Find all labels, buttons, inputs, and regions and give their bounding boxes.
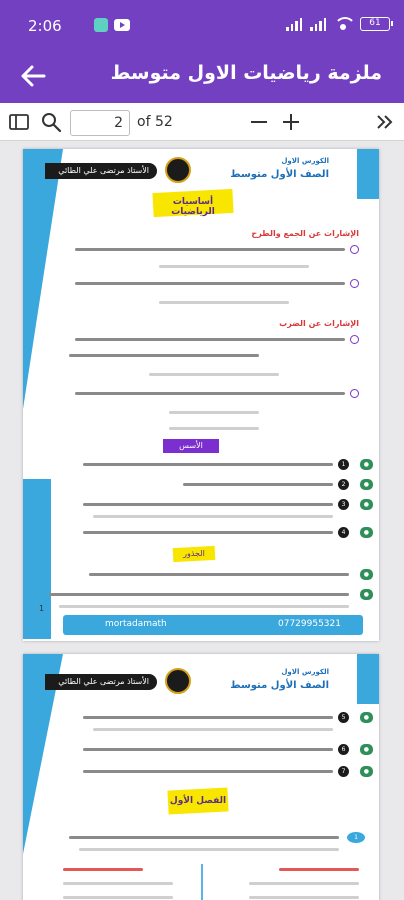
zoom-out-icon[interactable] [248,111,270,133]
decor-band [23,149,63,409]
item-number: 1 [338,459,349,470]
page-number-input[interactable] [70,110,130,136]
grade-label: الصف الأول متوسط [230,680,329,691]
subheading-multiply: الإشارات عن الضرب [279,319,359,328]
example-line [159,265,309,268]
status-bar [0,0,404,50]
zoom-in-icon[interactable] [280,111,302,133]
text-line [183,483,333,486]
battery-icon [360,17,390,31]
note-label: ● [360,527,373,538]
column-divider [201,864,203,900]
pdf-toolbar [0,103,404,141]
text-line [63,882,173,885]
text-line [63,868,143,871]
text-line [83,531,333,534]
section-title: أساسيات الرياضيات [171,197,215,217]
text-line [49,593,349,596]
section-tag-roots: الجذور [183,549,205,558]
text-line [83,463,333,466]
text-line [79,848,339,851]
item-number: 7 [338,766,349,777]
example-line [149,373,279,376]
grade-label: الصف الأول متوسط [230,169,329,180]
wifi-icon [334,17,352,31]
battery-level: 61 [369,18,381,28]
note-label: ● [360,499,373,510]
bullet-icon [350,245,359,254]
note-label: ● [360,459,373,470]
item-number: 5 [338,712,349,723]
pdf-viewer[interactable] [0,141,404,900]
note-label: ● [360,712,373,723]
page-number: 1 [39,604,45,613]
author-banner: الأستاذ مرتضى علي الطائي [45,674,157,690]
text-line [59,605,349,608]
double-chevron-right-icon[interactable] [374,111,396,133]
note-label: ● [360,589,373,600]
app-bar [0,50,404,103]
item-number: 2 [338,479,349,490]
bullet-icon [350,389,359,398]
author-logo [165,668,191,694]
example-line [169,411,259,414]
text-line [83,716,333,719]
page-footer [63,615,363,635]
decor-band [23,479,51,639]
back-arrow-icon[interactable] [18,61,48,91]
document-title: ملزمة رياضيات الاول متوسط [110,62,382,84]
note-label: ● [360,479,373,490]
sidebar-toggle-icon[interactable] [8,111,30,133]
bullet-icon [350,335,359,344]
example-line [159,301,289,304]
author-logo [165,157,191,183]
item-number: 6 [338,744,349,755]
footer-handle: mortadamath [105,619,167,629]
system-icons [286,17,390,31]
text-line [83,770,333,773]
note-label: ● [360,744,373,755]
status-time: 2:06 [28,17,62,35]
text-line [63,896,173,899]
text-line [89,573,349,576]
search-icon[interactable] [40,111,62,133]
pdf-page-2 [23,654,379,900]
lesson-number: 1 [347,832,365,843]
bullet-icon [350,279,359,288]
signal-icon [286,17,302,31]
course-label: الكورس الاول [281,157,329,165]
text-line [69,836,339,839]
text-line [75,282,345,285]
text-line [83,503,333,506]
text-line [75,248,345,251]
text-line [93,515,333,518]
chapter-tag: الفصل الأول [169,796,227,806]
section-tag-powers: الأسس [163,439,219,453]
note-label: ● [360,569,373,580]
pdf-page-1 [23,149,379,641]
text-line [93,728,333,731]
page-total: of 52 [137,114,173,130]
text-line [249,882,359,885]
decor-band [357,149,379,199]
author-banner: الأستاذ مرتضى علي الطائي [45,163,157,179]
text-line [83,748,333,751]
app-notification-icon [94,18,108,32]
text-line [249,896,359,899]
text-line [75,338,345,341]
youtube-icon [114,19,130,31]
course-label: الكورس الاول [281,668,329,676]
text-line [279,868,359,871]
example-line [169,427,259,430]
item-number: 4 [338,527,349,538]
signal-icon-2 [310,17,326,31]
note-label: ● [360,766,373,777]
text-line [75,392,345,395]
footer-phone: 07729955321 [278,619,341,629]
notification-icons [94,18,130,32]
item-number: 3 [338,499,349,510]
decor-band [357,654,379,704]
text-line [69,354,259,357]
subheading-add-sub: الإشارات عن الجمع والطرح [251,229,359,238]
